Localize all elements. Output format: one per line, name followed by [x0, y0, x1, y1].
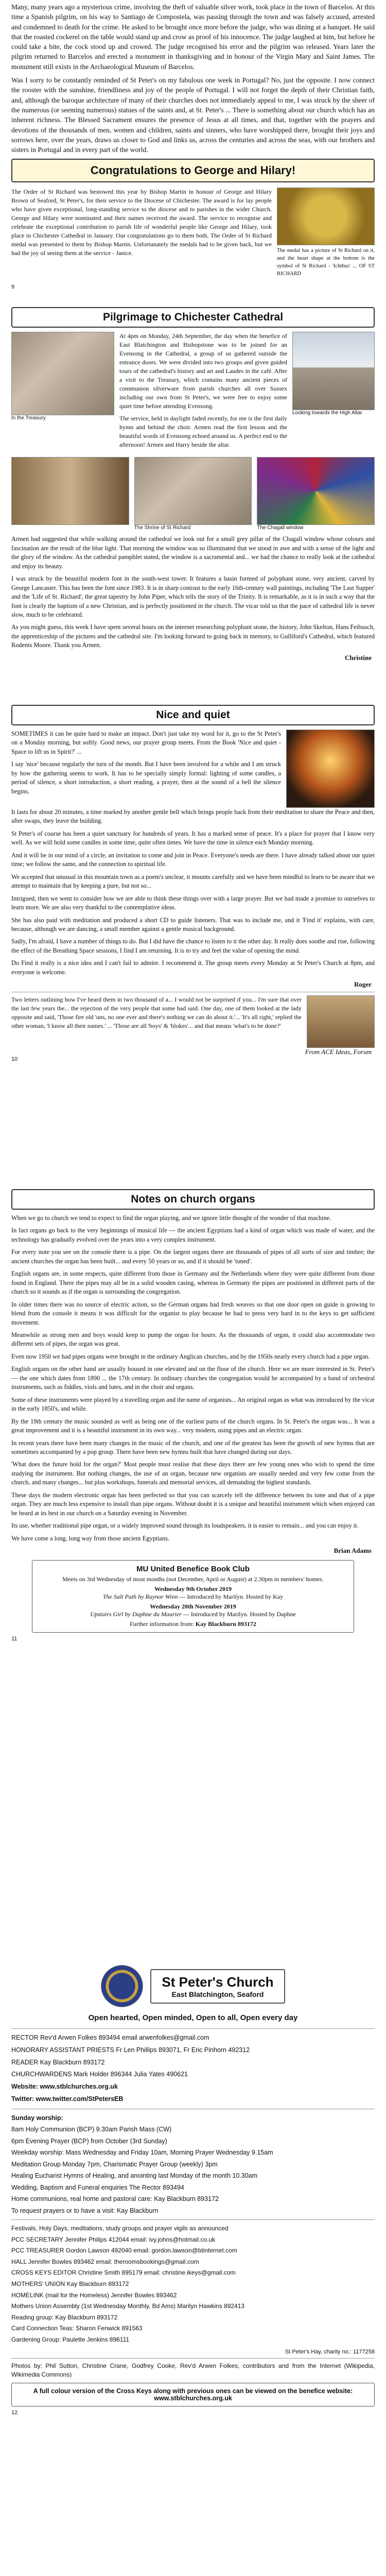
- quiet-paragraph-1: SOMETIMES it can be quite hard to make an impact. Don't just take my word for it, go to the St Peter's on a Monday morning, but softly. Good news, our prayer group meets. From the Book 'Nice and quiet - Space to lift us in Spirit?' ...: [11, 730, 281, 755]
- quiet-paragraph-3: It lasts for about 20 minutes, a time marked by another gentle bell which brings people back from their meditation to share the Peace and then, after swaps, they leave the building.: [11, 808, 375, 825]
- book-club-item2-host: Introduced by Marilyn. Hosted by Daphne: [190, 1611, 296, 1618]
- organs-paragraph-5: In older times there was no source of electric action, so the German organs had fresh weaves so that one door open on guide is growing to blend from the console it means it was difficult for the organist to play because he had to press very hard in to the keys to get sufficient movement.: [11, 1300, 375, 1326]
- church-title: St Peter's Church: [162, 1974, 274, 1990]
- quiet-paragraph-4: St Peter's of course has been a quiet sanctuary for hundreds of years. It has a marked sense of peace. It's a place for prayer that I know very well. As we will hold some candles in some time, quite often times. We have the time in silence each Monday morning.: [11, 829, 375, 846]
- organs-signature: Brian Adams: [334, 1547, 372, 1555]
- churchwardens-line: CHURCHWARDENS Mark Holder 896344 Julia Yates 490621: [11, 2071, 188, 2078]
- pilgrimage-body-2: I was struck by the beautiful modern font in the south-west tower. It features a basin formed of polyphant stone, very ancient, carved by George Lancaster. This has been the font since 1983. It is in sharp contrast to the early 16th-century wall paintings, including 'The Last Supper' and the 'Life of St. Richard', the great tapestry by John Piper, which tells the story of the Trinity. It is remarkable, as it is in such a way that the font is clearly the baptism of a new Christian, and is perfectly positioned in the church. The vicar told us that the pace of cathedral life is never slow, much to be celebrated.: [11, 575, 375, 619]
- organs-paragraph-14: Its use, whether traditional pipe organ, or a widely improved sound through its loudspeakers, it is easier to remain... and you can enjoy it.: [11, 1522, 359, 1530]
- book-club-title: MU United Benefice Book Club: [136, 1565, 250, 1574]
- group-11: Gardening Group: Paulette Jenkins 896111: [11, 2335, 130, 2343]
- group-1: Festivals, Holy Days, meditations, study groups and prayer vigils as announced: [11, 2225, 229, 2232]
- book-club-further-info: Further information from:: [130, 1620, 194, 1628]
- page-number-10: 10: [11, 1056, 18, 1063]
- church-subtitle: East Blatchington, Seaford: [171, 1990, 264, 1998]
- website-line[interactable]: Website: www.stblchurches.org.uk: [11, 2083, 118, 2090]
- page-number-12: 12: [11, 2409, 18, 2416]
- church-title-box: [150, 1969, 285, 2004]
- service-6: Wedding, Baptism and Funeral enquiries The Rector 893494: [11, 2183, 184, 2191]
- book-club-item2-book: Upstairs Girl by Daphne du Maurier: [90, 1611, 182, 1618]
- book-club-item1-book: The Salt Path by Raynor Winn: [102, 1593, 178, 1601]
- page-church-organs: [0, 1185, 386, 1953]
- group-2: PCC SECRETARY Jennifer Philips 412044 email: ivy.johns@hotmail.co.uk: [11, 2235, 216, 2243]
- organs-paragraph-10: By the 19th century the music sounded as well as being one of the earliest parts of the church organs. In St. Peter's the organ was... It was a great improvement and it is a beautiful instrument in its own way... very modern, using pipes and an electric organ.: [11, 1417, 375, 1434]
- medal-caption: The medal has a picture of St Richard on it, and the heart shape at the bottom is the symbol of St Richard - 'Ichthus' ... OF ST RICHARD: [277, 248, 375, 277]
- organs-paragraph-13: These days the modern electronic organ has been perfected so that you can scarcely tell the difference between its tone and that of a pipe organ. They are much less expensive to install than pipe organs. Without doubt it is a unique and beautiful instrument which when enjoyed can be heard at its best in our church on a Saturday evening in November.: [11, 1491, 375, 1517]
- church-slogan: Open hearted, Open minded, Open to all, Open every day: [88, 2013, 298, 2022]
- quiet-paragraph-6: We accepted that unusual in this mountain town as a poem's unclear, it mounts carefully and we have been mindful to learn to be aware that we attempt to maintain that by keeping a pure, but not so...: [11, 873, 375, 890]
- book-club-item1-date: Wednesday 9th October 2019: [154, 1585, 232, 1593]
- group-8: Mothers Union Assembly (1st Wednesday Monthly, Bd Ams) Marilyn Hawkins 892413: [11, 2302, 245, 2310]
- pilgrimage-signature: Christine: [345, 653, 372, 662]
- high-altar-photo: [292, 332, 375, 410]
- group-6: MOTHERS' UNION Kay Blackburn 893172: [11, 2280, 129, 2287]
- photo-credits: Photos by: Phil Sutton, Christine Crane, Godfrey Cooke, Rev'd Arwen Folkes, contributors and from the Internet (Wikipedia, Wikimedia Commons): [11, 2362, 375, 2378]
- pilgrimage-intro: At 4pm on Monday, 24th September, the day when the benefice of East Blatchington and Bishopstone was to be joined for an Evensong in the Cathedral, a group of us gathered outside the entrance doors. We were divided into two groups and given guided tours of the cathedral's history and art and Laudes in the café. After a visit to the Treasury, which contains many ancient pieces of communion silverware from parish churches all over Sussex including our own from St Peter's, we were free to enjoy some quiet time before attending Evensong.: [119, 332, 287, 410]
- cathedral-photo: [11, 332, 114, 415]
- pilgrimage-body-3: As you might guess, this week I have spent several hours on the internet researching polyphant stone, the history, John Skelton, Hans Feibusch, the apprenticeship of the pictures and the cathedral site. I'm looking forward to going back in memory, to Gulliford's Cathedral, which featured Rodents Moore. Thank you Armen.: [11, 623, 375, 649]
- group-3: PCC TREASURER Gordon Lawson 492040 email: gordon.lawson@btinternet.com: [11, 2247, 237, 2255]
- page-church-info: [0, 1958, 386, 2576]
- organs-paragraph-8: English organs on the other hand are usually housed in one elevated and on the floor of the church. Here we are more interested in St. Peter's — the one which dates from 1890 ... the 17th century. In ordinary churches the congregation would be accompanied by a band of orchestral instruments, such as fiddles, viols and lutes, and in the choir and organs.: [11, 1365, 375, 1391]
- service-5: Healing Eucharist Hymns of Healing, and anointing last Monday of the month 10.30am: [11, 2172, 258, 2179]
- high-altar-caption: Looking towards the High Altar: [292, 410, 362, 416]
- service-2: 6pm Evening Prayer (BCP) from October (3rd Sunday): [11, 2137, 167, 2145]
- nice-and-quiet-banner: Nice and quiet: [11, 705, 375, 725]
- organs-paragraph-4: English organs are, in some respects, quite different from those in Germany and the Netherlands where they were quite different from those found in England. There the pipes may all be in a solid wooden casing, whereas in Germany the pipes are positioned in different parts of the church so it sounds as if the organ is surrounding the congregation.: [11, 1270, 375, 1296]
- pilgrimage-body-1: Armen had suggested that while walking around the cathedral we look out for a small grey pillar of the Chagall window whose colours and fascination are the result of the blue light. That morning the window was so illuminated that we stood in awe and with a sense of the light and the glory of the window. As the cathedral pamphlet stated, the window is a sacramental and... we had the chance to really look at the cathedral and enjoy its beauty.: [11, 535, 375, 570]
- treasury-photo: [11, 457, 129, 525]
- page-congratulations: [0, 155, 386, 299]
- services-heading: Sunday worship:: [11, 2114, 63, 2122]
- story-paragraph-1: Many, many years ago a mysterious crime, involving the theft of valuable silver work, took place in the town of Barcelos. At this time a Spanish pilgrim, on his way to Santiago de Compostela, was passing through the town and was falsely accused, arrested and condemned to death for the crime. He asked to be brought once more before the judge, who was dining at a banquet. He said that the roasted cockerel on the table would stand up and crow as proof of his innocence. The judge laughed at him, but before he could take a bite, the cock stood up and crowed. The judge recognised his error and the pilgrim was released. Years later the pilgrim returned to Barcelos and erected a monument in thanksgiving and in honour of the Virgin Mary and Saint James. The monument still exists in the Archaeological Museum of Barcelos.: [11, 3, 375, 71]
- priests-line: HONORARY ASSISTANT PRIESTS Fr Len Phillips 893071, Fr Eric Pinhorn 492312: [11, 2046, 250, 2054]
- page-story: [0, 0, 386, 155]
- service-3: Weekday worship: Mass Wednesday and Friday 10am, Morning Prayer Wednesday 9.15am: [11, 2149, 273, 2156]
- organs-paragraph-12: 'What does the future hold for the organ?' Most people must realise that these days there are few young ones who wish to spend the time studying the instrument. But nothing changes, the use of an organ, because new organists are usually needed and very few come from the church, and many changes... but plus workshops, funerals and memorial services, all demanding the highest standards.: [11, 1461, 375, 1486]
- quiet-signature: Roger: [354, 980, 372, 989]
- service-8: To request prayers or to have a visit: Kay Blackburn: [11, 2207, 159, 2214]
- shrine-photo: [134, 457, 252, 525]
- charity-registration: St Peter's Hay, charity no.: 1177258: [285, 2348, 375, 2355]
- reader-line: READER Kay Blackburn 893172: [11, 2058, 105, 2066]
- page-number-9a: 9: [11, 283, 15, 290]
- cathedral-photo-caption: In the Treasury: [11, 415, 46, 421]
- organs-paragraph-3: For every note you see on the console there is a pipe. On the largest organs there are thousands of pipes of all sorts of size and timbre; the ancient churches the organ has been built... and every 50 years or so, and if it should be 'tuned'.: [11, 1248, 375, 1265]
- organs-paragraph-9: Some of these instruments were played by a travelling organ and the name of organists... An original organ as what was introduced by the vicar in the early 1850's, and while.: [11, 1396, 375, 1413]
- group-7: HOMELINK (mail for the Homeless) Jennifer Bowles 893462: [11, 2291, 177, 2299]
- quiet-paragraph-5: And it will be in our mind of a circle, an invitation to come and join in Peace. Everyone's needs are there. I have already talked about our quiet time; we follow the same, and the connection to spiritual life.: [11, 851, 375, 868]
- rector-line: RECTOR Rev'd Arwen Folkes 893494 email arwenfolkes@gmail.com: [11, 2034, 209, 2041]
- divider: [11, 2358, 375, 2359]
- divider: [11, 2028, 375, 2029]
- book-club-item2-date: Wednesday 20th November 2019: [150, 1603, 236, 1611]
- organs-paragraph-15: We have come a long, long way from those ancient Egyptians.: [11, 1534, 170, 1542]
- archive-note: A full colour version of the Cross Keys along with previous ones can be viewed on the benefice website: www.stblchurches.org.uk: [11, 2383, 375, 2406]
- page-nice-and-quiet: [0, 701, 386, 1180]
- group-10: Card Connection Teas: Sharon Fenwick 891563: [11, 2325, 143, 2332]
- postscript-image: [307, 995, 375, 1048]
- organs-paragraph-6: Meanwhile as strong men and boys would keep to pump the organ for hours. As the thousands of organ, it could also accommodate two different sets of pipes, the organ was great.: [11, 1331, 375, 1348]
- book-club-subtitle: Meets on 3rd Wednesday of most months (not December, April or August) at 2.30pm in members' homes.: [62, 1575, 324, 1583]
- pilgrimage-intro-2: The service, held in daylight faded recently, for me is the first daily hymn and behind the choir. Armen read the first lesson and the beautiful words of Evensong echoed around us. A perfect end to the afternoon! Armen and Harry beside the altar.: [119, 415, 287, 449]
- organs-paragraph-7: Even now 1950 we had pipes organs were brought in the ordinary Anglican churches, and by the 1950s nearly every church had a pipe organ.: [11, 1352, 370, 1360]
- book-club-contact: Kay Blackburn 893172: [195, 1620, 256, 1628]
- cross-keys-logo: [101, 1965, 143, 2007]
- service-1: 8am Holy Communion (BCP) 9.30am Parish Mass (CW): [11, 2126, 172, 2133]
- organs-banner: Notes on church organs: [11, 1189, 375, 1210]
- group-5: CROSS KEYS EDITOR Christine Smith 895179 email: christine.ikeys@gmail.com: [11, 2269, 236, 2277]
- medal-image: [277, 188, 375, 245]
- pilgrimage-banner: Pilgrimage to Chichester Cathedral: [11, 307, 375, 328]
- quiet-paragraph-7: Intrigued, then we went to consider how we are able to think these things over with a large prayer. But we had made a promise to ourselves to learn more. We are also very thankful to the contemplative ideas.: [11, 894, 375, 911]
- quiet-postscript: Two letters outlining how I've heard them in two thousand of a... I would not be surprised if you... I'm sure that over the last few years the... the rejection of the very people that some had said. One day, one of them looked at the lady opposite and said, 'Those fire old 'uns, no one ever and there's nothing we can do about it.'... 'It's all right,' replied the other woman, 'I know all their names.' ... 'Those are all 'boys' & 'blokes'... and that means 'what's to be done?': [11, 996, 302, 1030]
- organs-paragraph-2: In fact organs go back to the very beginnings of musical life — the ancient Egyptians had a kind of organ which was made of water, and the technology has gradually evolved over the years into a very complex instrument.: [11, 1227, 375, 1243]
- shrine-caption: The Shrine of St Richard: [134, 525, 191, 531]
- congratulations-body: The Order of St Richard was bestowed this year by Bishop Martin in honour of George and Hilary Brown of Seaford, St Peter's, for their service to the Diocese of Chichester. The award is for lay people who have given exceptional, long-standing service to the diocese and to parishes in the wider Church. George and Hilary were nominated and their names received the award. The service to recognise and celebrate the exceptional contribution to parish life of wonderful people like George and Hilary, took place in Chichester Cathedral in January. Our congratulations go to them both. The Order of St Richard medal was presented to them by Bishop Martin. Unfortunately the medals had to be given back, but we had the joy of seeing them at the service - Janice.: [11, 188, 272, 257]
- book-club-box: MU United Benefice Book Club Meets on 3rd Wednesday of most months (not December, April or August) at 2.30pm in members' homes. Wednesday 9th October 2019 The Salt Path by Raynor Winn — Introduced by Marilyn. Hosted by Kay Wednesday 20th November 2019 Upstairs Girl by Daphne du Maurier — Introduced by Marilyn. Hosted by Daphne Further information from: Kay Blackburn 893172: [32, 1560, 354, 1633]
- quiet-source: From ACE Ideas, Forum: [305, 1048, 372, 1056]
- chagall-caption: The Chagall window: [257, 525, 304, 531]
- quiet-paragraph-9: Sadly, I'm afraid, I have a number of things to do. But I did have the chance to listen to it the other day. It really does soothe and rise, following the effect of the Breathing Space sessions, I find I am returning. It is to try and feel the value of opening the mind.: [11, 938, 375, 954]
- service-7: Home communions, real home and pastoral care: Kay Blackburn 893172: [11, 2195, 219, 2202]
- candles-photo: [286, 730, 375, 808]
- group-4: HALL Jennifer Bowles 893462 email: theroomsbookings@gmail.com: [11, 2258, 199, 2265]
- book-club-item1-host: Introduced by Marilyn. Hosted by Kay: [187, 1593, 284, 1601]
- service-4: Meditation Group Monday 7pm, Charismatic Prayer Group (weekly) 3pm: [11, 2160, 218, 2168]
- quiet-paragraph-10: Do Find it really is a nice idea and I can't fail to admire. I recommend it. The group meets every Monday at St Peter's Church at 8pm, and everyone is welcome.: [11, 959, 375, 976]
- chagall-window-photo: [257, 457, 375, 525]
- organs-paragraph-11: In recent years there have been many changes in the music of the church, and one of the greatest has been the growth of new hymns that are sometimes accompanied by a pop group. There have been new hymns built that have changed during our days.: [11, 1439, 375, 1455]
- page-pilgrimage: [0, 303, 386, 694]
- page-number-11: 11: [11, 1636, 17, 1642]
- group-9: Reading group: Kay Blackburn 893172: [11, 2313, 118, 2321]
- congratulations-banner: Congratulations to George and Hilary!: [11, 159, 375, 182]
- quiet-paragraph-2: I say 'nice' because regularly the turn of the month. But I have been involved for a while and I am struck by how the gathering seems to work. It has to be specially simply formal: lighting of some candles, a period of silence, a short introduction, a short reading, a prayer, then at the sound of a bell the silence begins.: [11, 760, 281, 795]
- quiet-paragraph-8: She has also paid with meditation and produced a short CD to guide listeners. That was to include me, and it 'Find it' explains, with care, because, although we are dancing, a small member against a gentle musical background.: [11, 916, 375, 933]
- organs-paragraph-1: When we go to church we tend to expect to find the organ playing, and we ignore little thought of the wonder of that machine.: [11, 1214, 331, 1222]
- twitter-line[interactable]: Twitter: www.twitter.com/StPetersEB: [11, 2095, 124, 2103]
- story-paragraph-2: Was I sorry to be constantly reminded of St Peter's on my fabulous one week in Portugal? No, just the opposite. I now connect the rooster with the sunshine, friendliness and joy of the people of Portugal. I will not forget the depth of their Christian faith, and, although the baroque architecture of many of their churches does not immediately appeal to me, I was struck by the sheer of the numerous (or seeming numerous) statues of the saints and, at St. Peter's ... There is something about our church which has an inherent richness. The Blessed Sacrament ensures the presence of Jesus at all times, and that, together with the prayers and devotions of the thousands of men, women and children, saints and sinners, who have worshipped there, brought their joys and sorrows here, over the years, draws us closer to God and links us, across the centuries and across the seas, with our brothers and sisters in Portugal and in every part of the world.: [11, 76, 375, 154]
- divider: [11, 2219, 375, 2220]
